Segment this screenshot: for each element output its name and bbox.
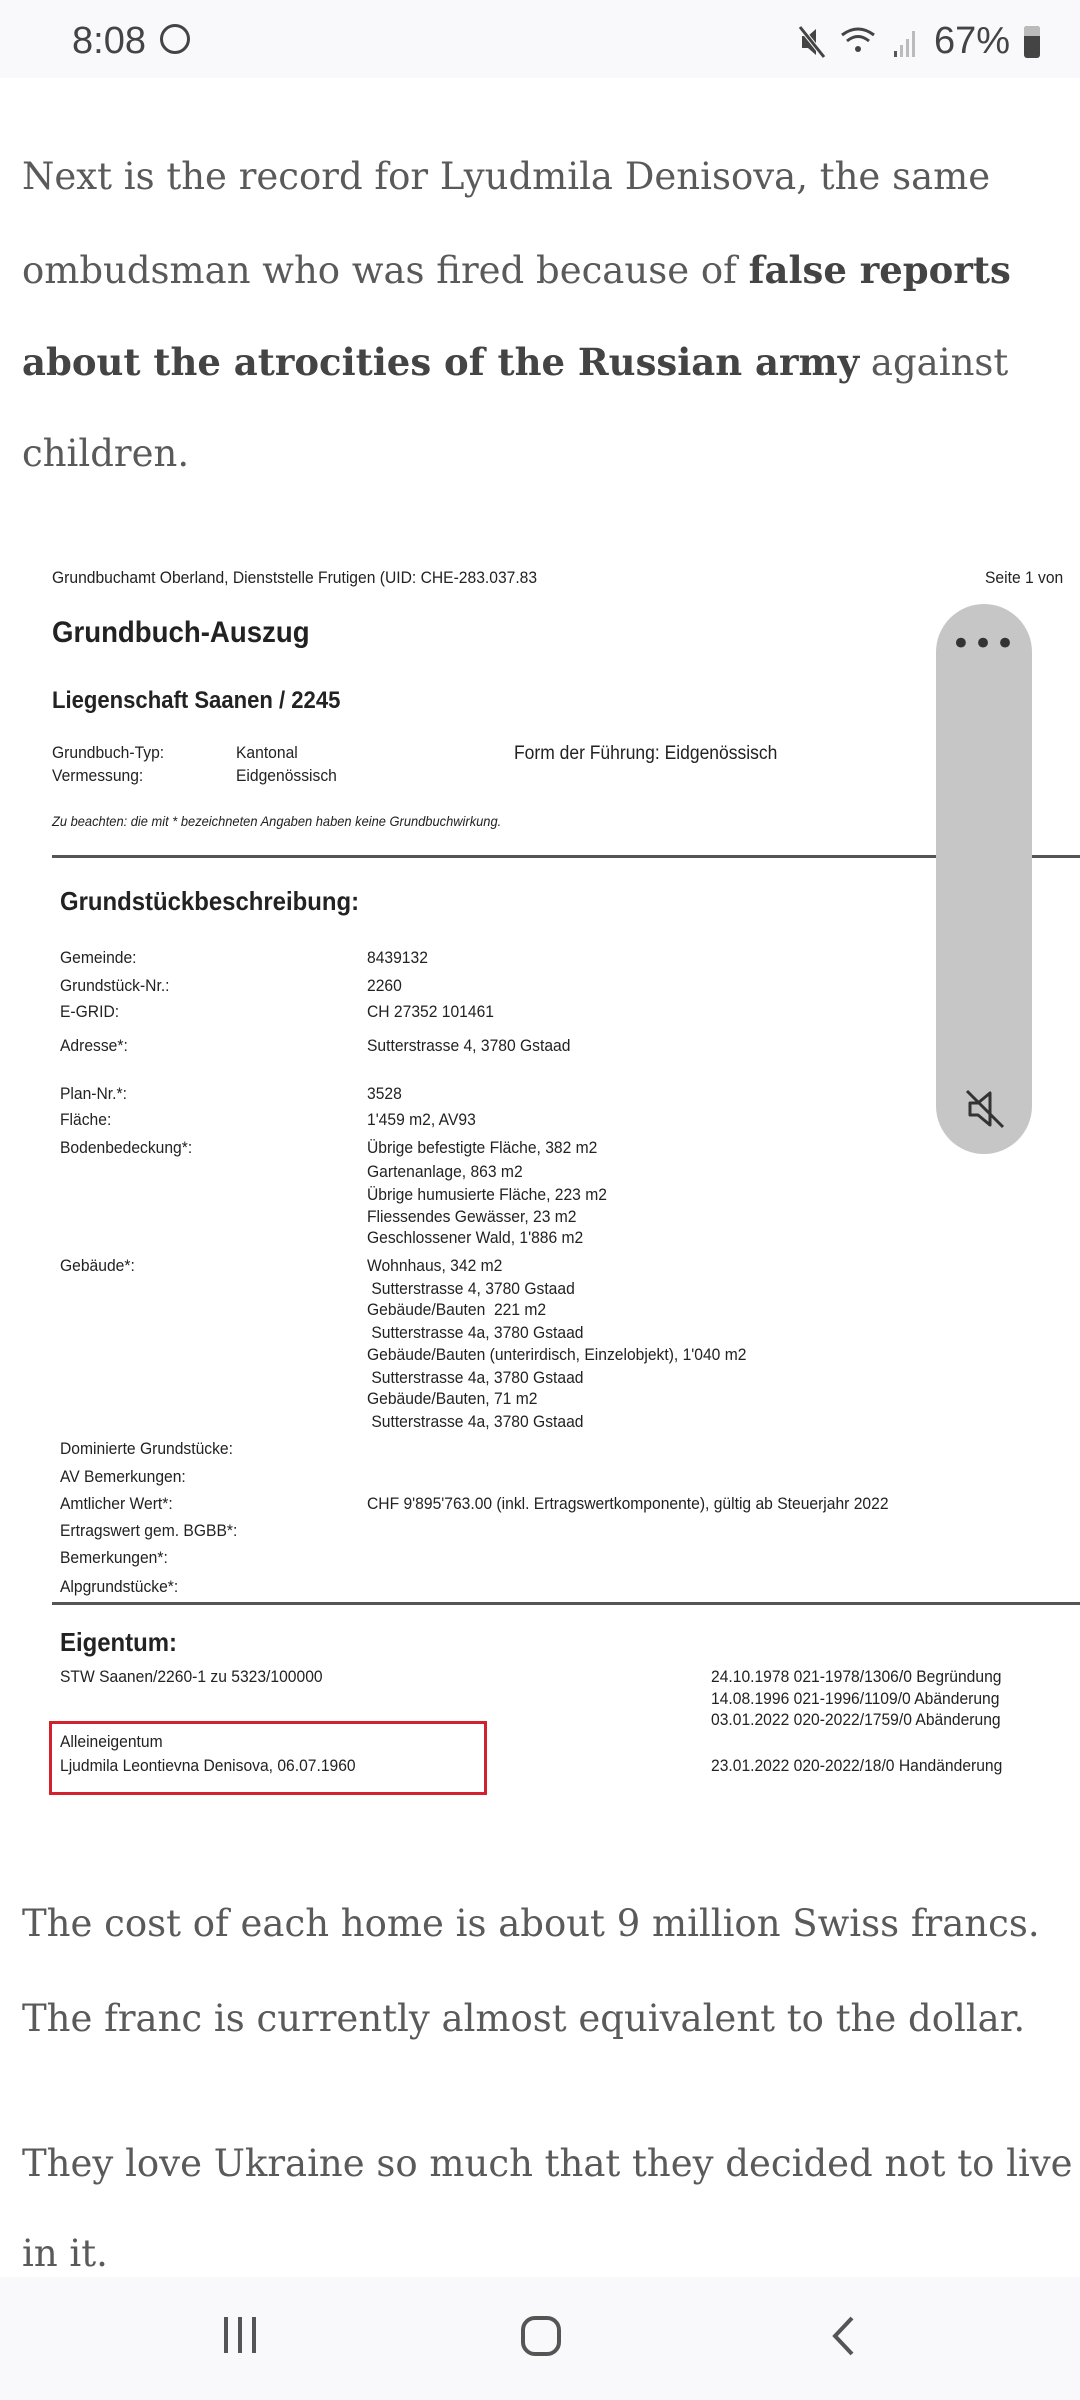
doc-label: Bodenbedeckung*: [60,1138,193,1157]
doc-header: Grundbuchamt Oberland, Dienststelle Frutigen (UID: CHE-283.037.83 [52,568,538,587]
doc-value: Eidgenössisch [236,766,337,785]
doc-label: Plan-Nr.*: [60,1084,127,1103]
intro-line: children. [22,432,190,475]
doc-value: CH 27352 101461 [367,1002,494,1021]
text: ombudsman who was fired because of [22,249,749,292]
home-button[interactable] [520,2315,562,2361]
doc-label: Grundstück-Nr.: [60,976,170,995]
body-line: The cost of each home is about 9 million Swiss francs. [22,1902,1040,1945]
doc-label: Dominierte Grundstücke: [60,1439,233,1458]
doc-value: Sutterstrasse 4, 3780 Gstaad [367,1036,571,1055]
status-bar [0,0,1080,78]
doc-value: 2260 [367,976,402,995]
doc-entry: 03.01.2022 020-2022/1759/0 Abänderung [711,1710,1001,1729]
land-registry-extract-image[interactable] [0,535,1080,1825]
doc-label: AV Bemerkungen: [60,1467,186,1486]
intro-line [22,340,1008,384]
clock: 8:08 [72,20,146,62]
doc-form: Form der Führung: Eidgenössisch [514,743,778,764]
doc-subtitle: Liegenschaft Saanen / 2245 [52,687,341,714]
recent-apps-button[interactable] [222,2315,258,2359]
owner-type: Alleineigentum [60,1732,163,1751]
doc-label: E-GRID: [60,1002,120,1021]
wifi-icon [840,25,880,59]
doc-value: Gebäude/Bauten, 71 m2 [367,1389,538,1408]
doc-label: Gemeinde: [60,948,137,967]
doc-value: Geschlossener Wald, 1'886 m2 [367,1228,584,1247]
volume-mute-icon[interactable] [964,1088,1006,1130]
more-options-icon[interactable]: ••• [950,624,1018,664]
doc-label: Vermessung: [52,766,144,785]
doc-label: Gebäude*: [60,1256,135,1275]
doc-label: Ertragswert gem. BGBB*: [60,1521,238,1540]
doc-value: Sutterstrasse 4a, 3780 Gstaad [367,1323,584,1342]
doc-label: Fläche: [60,1110,112,1129]
doc-label: Grundbuch-Typ: [52,743,165,762]
doc-note: Zu beachten: die mit * bezeichneten Angaben haben keine Grundbuchwirkung. [52,813,502,829]
bold-text: about the atrocities of the Russian army [22,340,860,384]
doc-value: Übrige befestigte Fläche, 382 m2 [367,1138,598,1157]
doc-page: Seite 1 von [985,568,1064,587]
doc-title: Grundbuch-Auszug [52,616,310,649]
doc-value: 8439132 [367,948,428,967]
doc-value: Gebäude/Bauten (unterirdisch, Einzelobjekt), 1'040 m2 [367,1345,747,1364]
doc-value: Gartenanlage, 863 m2 [367,1162,523,1181]
battery-percent: 67% [933,20,1010,62]
section-heading: Eigentum: [60,1627,177,1657]
floating-media-control[interactable] [936,604,1032,1154]
doc-value: 1'459 m2, AV93 [367,1110,476,1129]
doc-value: 3528 [367,1084,402,1103]
doc-value: Wohnhaus, 342 m2 [367,1256,503,1275]
doc-stw: STW Saanen/2260-1 zu 5323/100000 [60,1667,323,1686]
divider [52,855,1080,858]
divider [52,1602,1080,1605]
intro-line [22,248,1011,292]
intro-line: Next is the record for Lyudmila Denisova, the same [22,155,991,198]
doc-value: Fliessendes Gewässer, 23 m2 [367,1207,577,1226]
mute-icon [798,25,826,59]
doc-label: Alpgrundstücke*: [60,1577,179,1596]
doc-value: Sutterstrasse 4, 3780 Gstaad [367,1279,575,1298]
text: against [859,341,1009,384]
bold-text: false reports [748,248,1011,292]
back-button[interactable] [830,2315,858,2361]
doc-value: CHF 9'895'763.00 (inkl. Ertragswertkomponente), gültig ab Steuerjahr 2022 [367,1494,889,1513]
doc-value: Sutterstrasse 4a, 3780 Gstaad [367,1368,584,1387]
doc-label: Amtlicher Wert*: [60,1494,173,1513]
signal-icon [894,27,920,57]
owner-name: Ljudmila Leontievna Denisova, 06.07.1960 [60,1756,356,1775]
doc-value: Übrige humusierte Fläche, 223 m2 [367,1185,607,1204]
doc-entry: 23.01.2022 020-2022/18/0 Handänderung [711,1756,1003,1775]
doc-value: Kantonal [236,743,298,762]
doc-entry: 24.10.1978 021-1978/1306/0 Begründung [711,1667,1002,1686]
battery-icon [1024,26,1040,58]
doc-value: Sutterstrasse 4a, 3780 Gstaad [367,1412,584,1431]
doc-label: Bemerkungen*: [60,1548,168,1567]
doc-label: Adresse*: [60,1036,128,1055]
doc-entry: 14.08.1996 021-1996/1109/0 Abänderung [711,1689,1000,1708]
body-line: They love Ukraine so much that they decided not to live [22,2142,1073,2185]
doc-value: Gebäude/Bauten 221 m2 [367,1300,547,1319]
body-line: in it. [22,2232,108,2275]
whatsapp-icon [160,24,190,54]
section-heading: Grundstückbeschreibung: [60,886,360,916]
body-line: The franc is currently almost equivalent to the dollar. [22,1997,1026,2040]
navigation-bar [0,2277,1080,2400]
